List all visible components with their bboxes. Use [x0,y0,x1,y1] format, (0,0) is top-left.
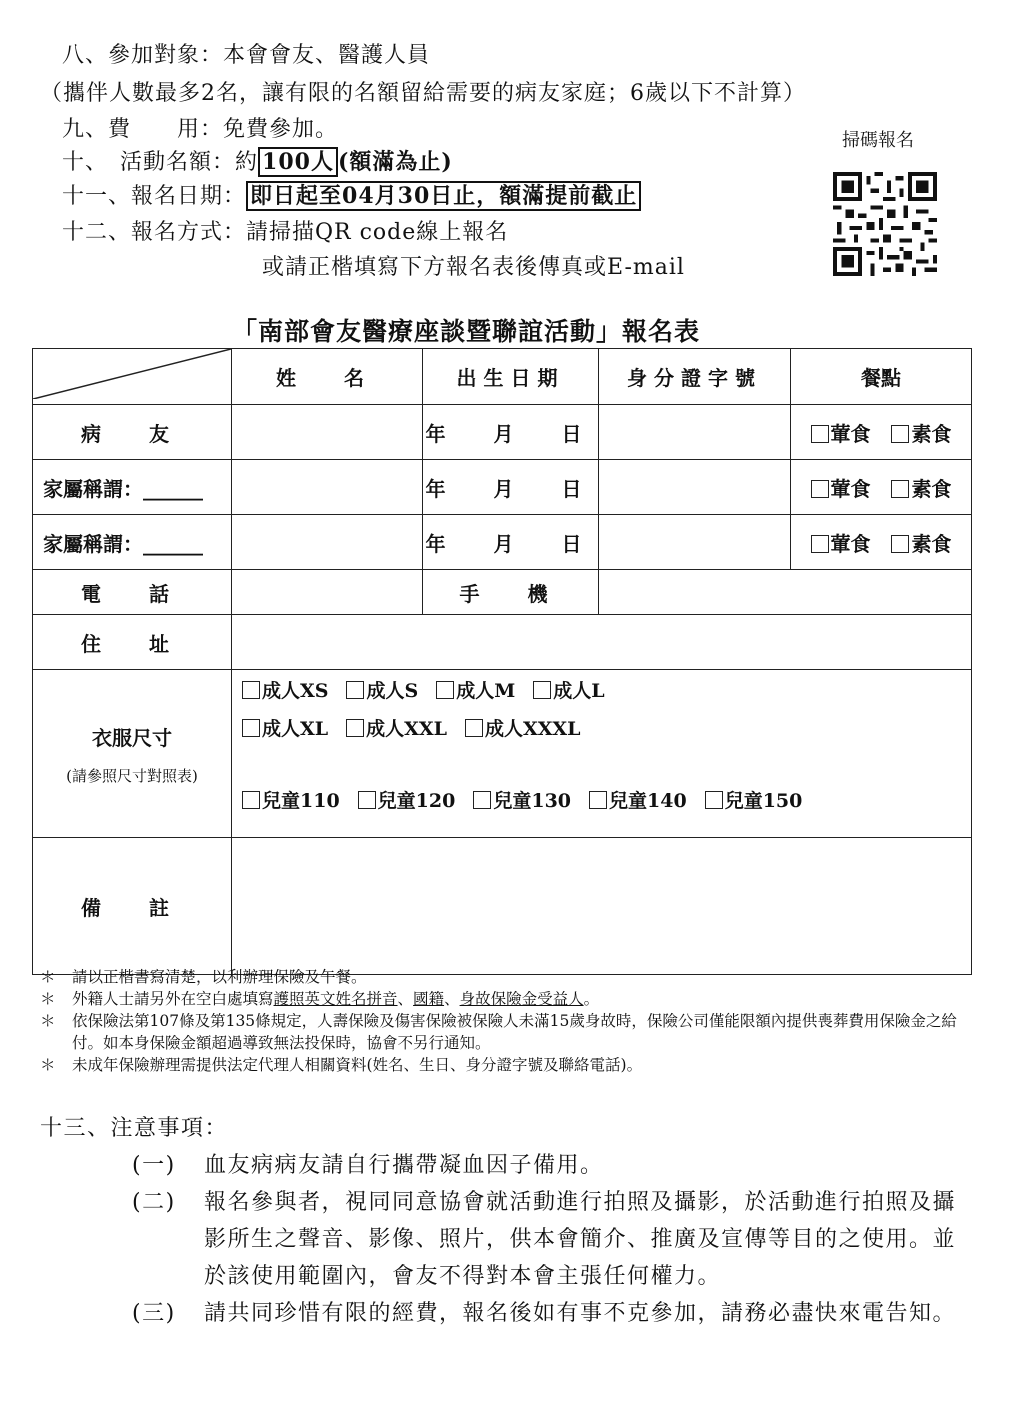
row-label-mobile: 手 機 [423,570,599,615]
family2-birth-field[interactable]: 年 月 日 [423,515,599,570]
size-checkbox[interactable] [346,681,364,699]
patient-meal-options [791,405,972,460]
item-8-note: （攜伴人數最多2名，讓有限的名額留給需要的病友家庭；6歲以下不計算） [40,81,806,106]
remark-field[interactable] [232,838,972,975]
date-value: 即日起至04月30日止，額滿提前截止 [246,181,641,211]
form-notes [40,966,972,1076]
size-note: (請參照尺寸對照表) [66,766,198,785]
size-label: 兒童110 [262,790,340,812]
meal-veg-label: 素食 [911,476,952,501]
family2-meal-options [791,515,972,570]
size-label: 成人XS [262,680,329,702]
size-option[interactable] [436,680,515,702]
size-option[interactable] [705,790,803,812]
meal-veg-label: 素食 [911,531,952,556]
col-header-birth: 出生日期 [423,349,599,405]
size-checkbox[interactable] [473,791,491,809]
col-header-id: 身分證字號 [599,349,791,405]
size-label: 衣服尺寸 [92,725,172,750]
section-13-item: (二) 報名參與者，視同同意協會就活動進行拍照及攝影，於活動進行拍照及攝影所生之聲音、影像、照片，供本會簡介、推廣及宣傳等目的之使用。並於該使用範圍內，會友不得對本會主張任何權力。 [132,1190,957,1289]
meal-meat-checkbox[interactable] [811,480,829,498]
size-checkbox[interactable] [705,791,723,809]
child-sizes-row [242,786,971,813]
row-label-address: 住 址 [33,615,232,670]
mobile-field[interactable] [599,570,972,615]
qr-label: 掃碼報名 [842,130,914,151]
meal-veg-checkbox[interactable] [891,480,909,498]
patient-birth-field[interactable]: 年 月 日 [423,405,599,460]
size-checkbox[interactable] [358,791,376,809]
note-item: ＊ 外籍人士請另外在空白處填寫護照英文姓名拼音、國籍、身故保險金受益人。 [40,990,600,1008]
col-header-meal: 餐點 [791,349,972,405]
header-corner-cell [33,349,232,405]
item-12-method: 十二、報名方式：請掃描QR code線上報名 [62,220,509,245]
qr-code[interactable] [833,172,937,276]
size-option[interactable] [465,718,581,740]
size-label: 兒童130 [493,790,572,812]
size-option[interactable] [346,680,418,702]
adult-sizes-row-2 [242,714,971,786]
size-option[interactable] [242,718,328,740]
diagonal-line [33,349,231,399]
size-checkbox[interactable] [589,791,607,809]
address-field[interactable] [232,615,972,670]
size-checkbox[interactable] [242,719,260,737]
row-label-phone: 電 話 [33,570,232,615]
quota-value: 100人 [258,147,338,177]
col-header-name: 姓 名 [232,349,423,405]
form-title: 「南部會友醫療座談暨聯誼活動」報名表 [232,317,701,346]
note-3: 依保險法第107條及第135條規定，人壽保險及傷害保險被保險人未滿15歲身故時，保險公司僅能限額內提供喪葬費用保險金之給付。如本身保險金額超過導致無法投保時，協會不另行通知。 [72,1012,957,1052]
size-option[interactable] [242,680,328,702]
row-label-patient: 病 友 [33,405,232,460]
meal-veg-label: 素食 [911,421,952,446]
size-label: 兒童120 [377,790,456,812]
size-label: 成人XL [262,718,329,740]
registration-form-table [32,348,972,975]
row-label-remark: 備 註 [33,838,232,975]
size-option[interactable] [346,718,447,740]
section-13-title: 十三、注意事項： [40,1116,229,1141]
phone-field[interactable] [232,570,423,615]
row-label-family1: 家屬稱謂：______ [33,460,232,515]
date-label: 十一、報名日期： [62,184,247,209]
size-checkbox[interactable] [242,681,260,699]
family1-name-field[interactable] [232,460,423,515]
patient-id-field[interactable] [599,405,791,460]
note-2: 外籍人士請另外在空白處填寫護照英文姓名拼音、國籍、身故保險金受益人。 [72,990,600,1008]
size-options [232,670,972,838]
note-4: 未成年保險辦理需提供法定代理人相關資料(姓名、生日、身分證字號及聯絡電話)。 [72,1056,643,1074]
family1-meal-options [791,460,972,515]
size-option[interactable] [358,790,456,812]
meal-meat-checkbox[interactable] [811,535,829,553]
meal-meat-label: 葷食 [830,531,871,556]
item-9-fee: 九、費 用：免費參加。 [62,117,339,142]
note-item: ＊ 未成年保險辦理需提供法定代理人相關資料(姓名、生日、身分證字號及聯絡電話)。 [40,1056,643,1074]
row-label-family2: 家屬稱謂：______ [33,515,232,570]
family1-id-field[interactable] [599,460,791,515]
size-option[interactable] [589,790,687,812]
item-12-method-alt: 或請正楷填寫下方報名表後傳真或E-mail [262,255,685,280]
note-1: 請以正楷書寫清楚，以利辦理保險及午餐。 [72,968,367,986]
meal-veg-checkbox[interactable] [891,535,909,553]
size-label: 成人M [456,680,516,702]
size-checkbox[interactable] [533,681,551,699]
size-label: 成人S [366,680,419,702]
family2-name-field[interactable] [232,515,423,570]
quota-label: 十、 活動名額：約 [62,150,259,175]
size-checkbox[interactable] [242,791,260,809]
size-label: 成人XXXL [484,718,581,740]
section-13-item: (三) 請共同珍惜有限的經費，報名後如有事不克參加，請務必盡快來電告知。 [132,1301,957,1326]
size-label: 兒童140 [609,790,687,812]
size-checkbox[interactable] [465,719,483,737]
item-8-participants: 八、參加對象：本會會友、醫護人員 [62,43,431,68]
section-13 [40,1110,974,1332]
family2-id-field[interactable] [599,515,791,570]
size-label: 成人XXL [366,718,447,740]
size-option[interactable] [533,680,604,702]
family1-birth-field[interactable]: 年 月 日 [423,460,599,515]
size-label: 兒童150 [724,790,803,812]
meal-meat-label: 葷食 [830,476,871,501]
note-item: ＊ 請以正楷書寫清楚，以利辦理保險及午餐。 [40,968,367,986]
quota-note: (額滿為止) [337,149,453,175]
size-option[interactable] [242,790,340,812]
meal-meat-checkbox[interactable] [811,425,829,443]
item-11-date [62,179,641,210]
meal-veg-checkbox[interactable] [891,425,909,443]
size-label: 成人L [553,680,605,702]
adult-sizes-row-1 [242,676,971,714]
row-label-size [33,670,232,838]
section-13-item: (一) 血友病病友請自行攜帶凝血因子備用。 [132,1153,604,1178]
meal-meat-label: 葷食 [830,421,871,446]
note-item: ＊ 依保險法第107條及第135條規定，人壽保險及傷害保險被保險人未滿15歲身故時，保險公司僅能限額內提供喪葬費用保險金之給付。如本身保險金額超過導致無法投保時，協會不另行通知。 [40,1010,972,1054]
size-option[interactable] [473,790,571,812]
patient-name-field[interactable] [232,405,423,460]
size-checkbox[interactable] [346,719,364,737]
size-checkbox[interactable] [436,681,454,699]
item-10-quota [62,145,453,176]
